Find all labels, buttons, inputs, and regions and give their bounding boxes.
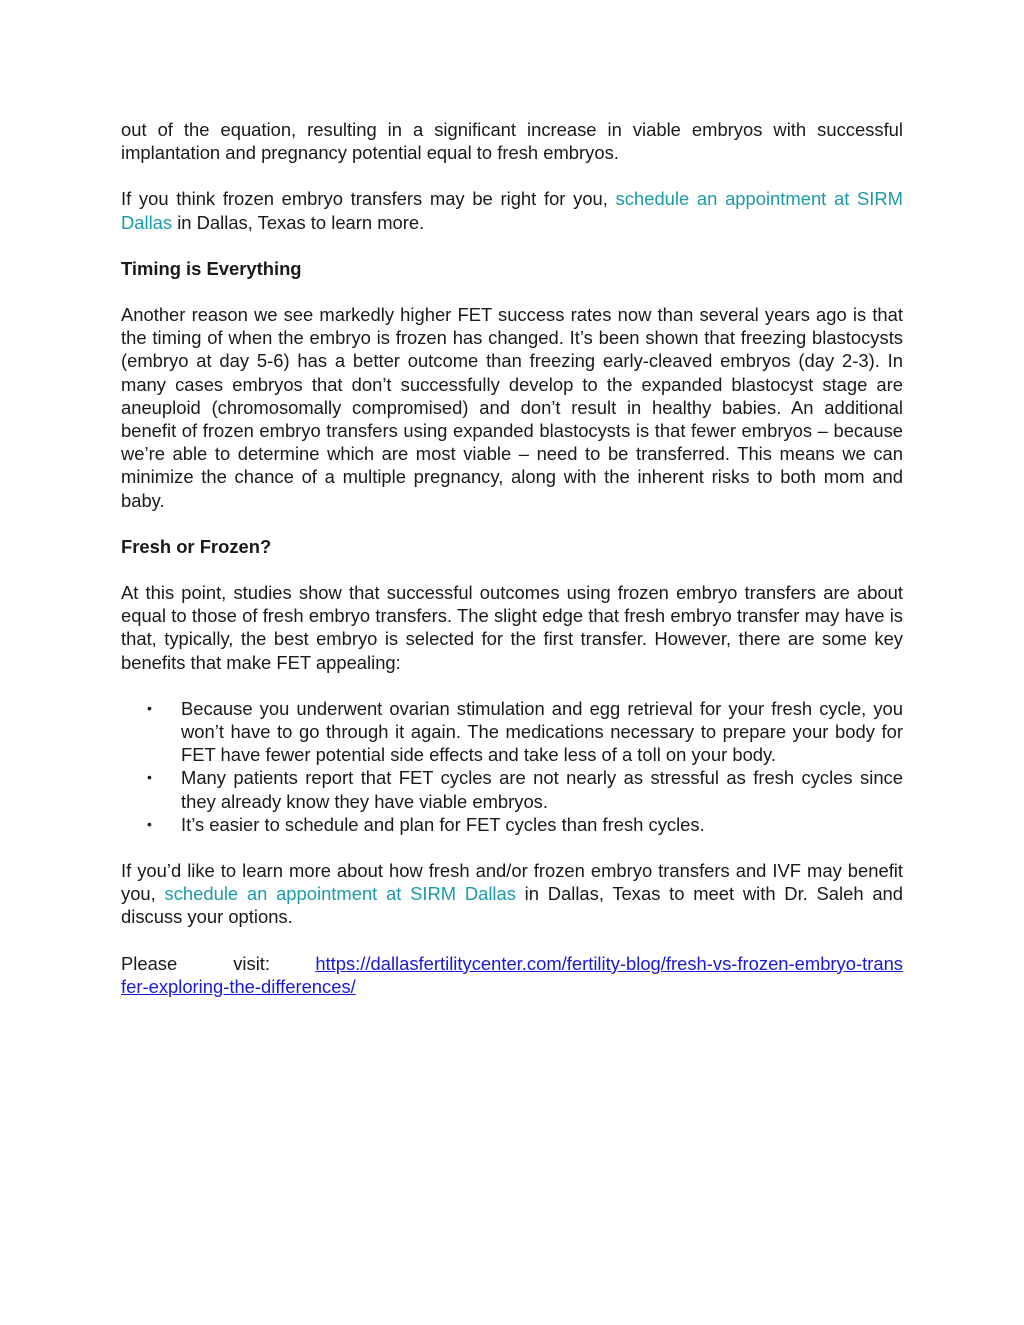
visit-paragraph [121,952,903,998]
bullet-icon: • [147,769,152,786]
appointment-paragraph [121,187,903,233]
bullet-icon: • [147,699,152,716]
document-page [121,118,903,1021]
closing-paragraph [121,859,903,929]
list-item-text: It’s easier to schedule and plan for FET cycles than fresh cycles. [181,813,705,835]
list-item [121,697,903,767]
closing-text-before: If you’d like to learn more about how fresh and/or frozen embryo transfers and IVF may benefit you, [121,860,903,905]
closing-text-after: in Dallas, Texas to meet with Dr. Saleh and discuss your options. [121,883,903,928]
schedule-appointment-link[interactable]: schedule an appointment at SIRM Dallas [164,883,516,905]
list-item [121,766,903,812]
schedule-appointment-link[interactable]: schedule an appointment at SIRM Dallas [121,188,903,233]
list-item [121,813,903,836]
benefits-list [121,697,903,836]
timing-paragraph: Another reason we see markedly higher FET success rates now than several years ago is that the timing of when the embryo is frozen has changed. It’s been shown that freezing blastocysts (embryo at day 5-6) has a better outcome than freezing early-cleaved embryos (day 2-3). In many cases embryos that don’t successfully develop to the expanded blastocyst stage are aneuploid (chromosomally compromised) and don’t result in healthy babies. An additional benefit of frozen embryo transfers using expanded blastocysts is that fewer embryos – because we’re able to determine which are most viable – need to be transferred. This means we can minimize the chance of a multiple pregnancy, along with the inherent risks to both mom and baby. [121,304,903,511]
bullet-icon: • [147,815,152,832]
intro-paragraph: out of the equation, resulting in a significant increase in viable embryos with successful implantation and pregnancy potential equal to fresh embryos. [121,119,903,164]
fresh-frozen-paragraph: At this point, studies show that successful outcomes using frozen embryo transfers are about equal to those of fresh embryo transfers. The slight edge that fresh embryo transfer may have is that, typically, the best embryo is selected for the first transfer. However, there are some key benefits that make FET appealing: [121,582,903,673]
list-item-text: Because you underwent ovarian stimulation and egg retrieval for your fresh cycle, you won’t have to go through it again. The medications necessary to prepare your body for FET have fewer potential side effects and take less of a toll on your body. [181,697,903,766]
visit-label: Please visit: [121,952,271,974]
list-item-text: Many patients report that FET cycles are not nearly as stressful as fresh cycles since they already know they have viable embryos. [181,767,903,812]
appointment-text-before: If you think frozen embryo transfers may be right for you, [121,188,616,210]
timing-heading: Timing is Everything [121,257,302,279]
blog-url-link[interactable]: https://dallasfertilitycenter.com/fertility-blog/fresh-vs-frozen-embryo-transfer-exploring-the-differences/ [121,952,903,997]
fresh-frozen-heading: Fresh or Frozen? [121,535,272,557]
appointment-text-after: in Dallas, Texas to learn more. [172,211,425,233]
